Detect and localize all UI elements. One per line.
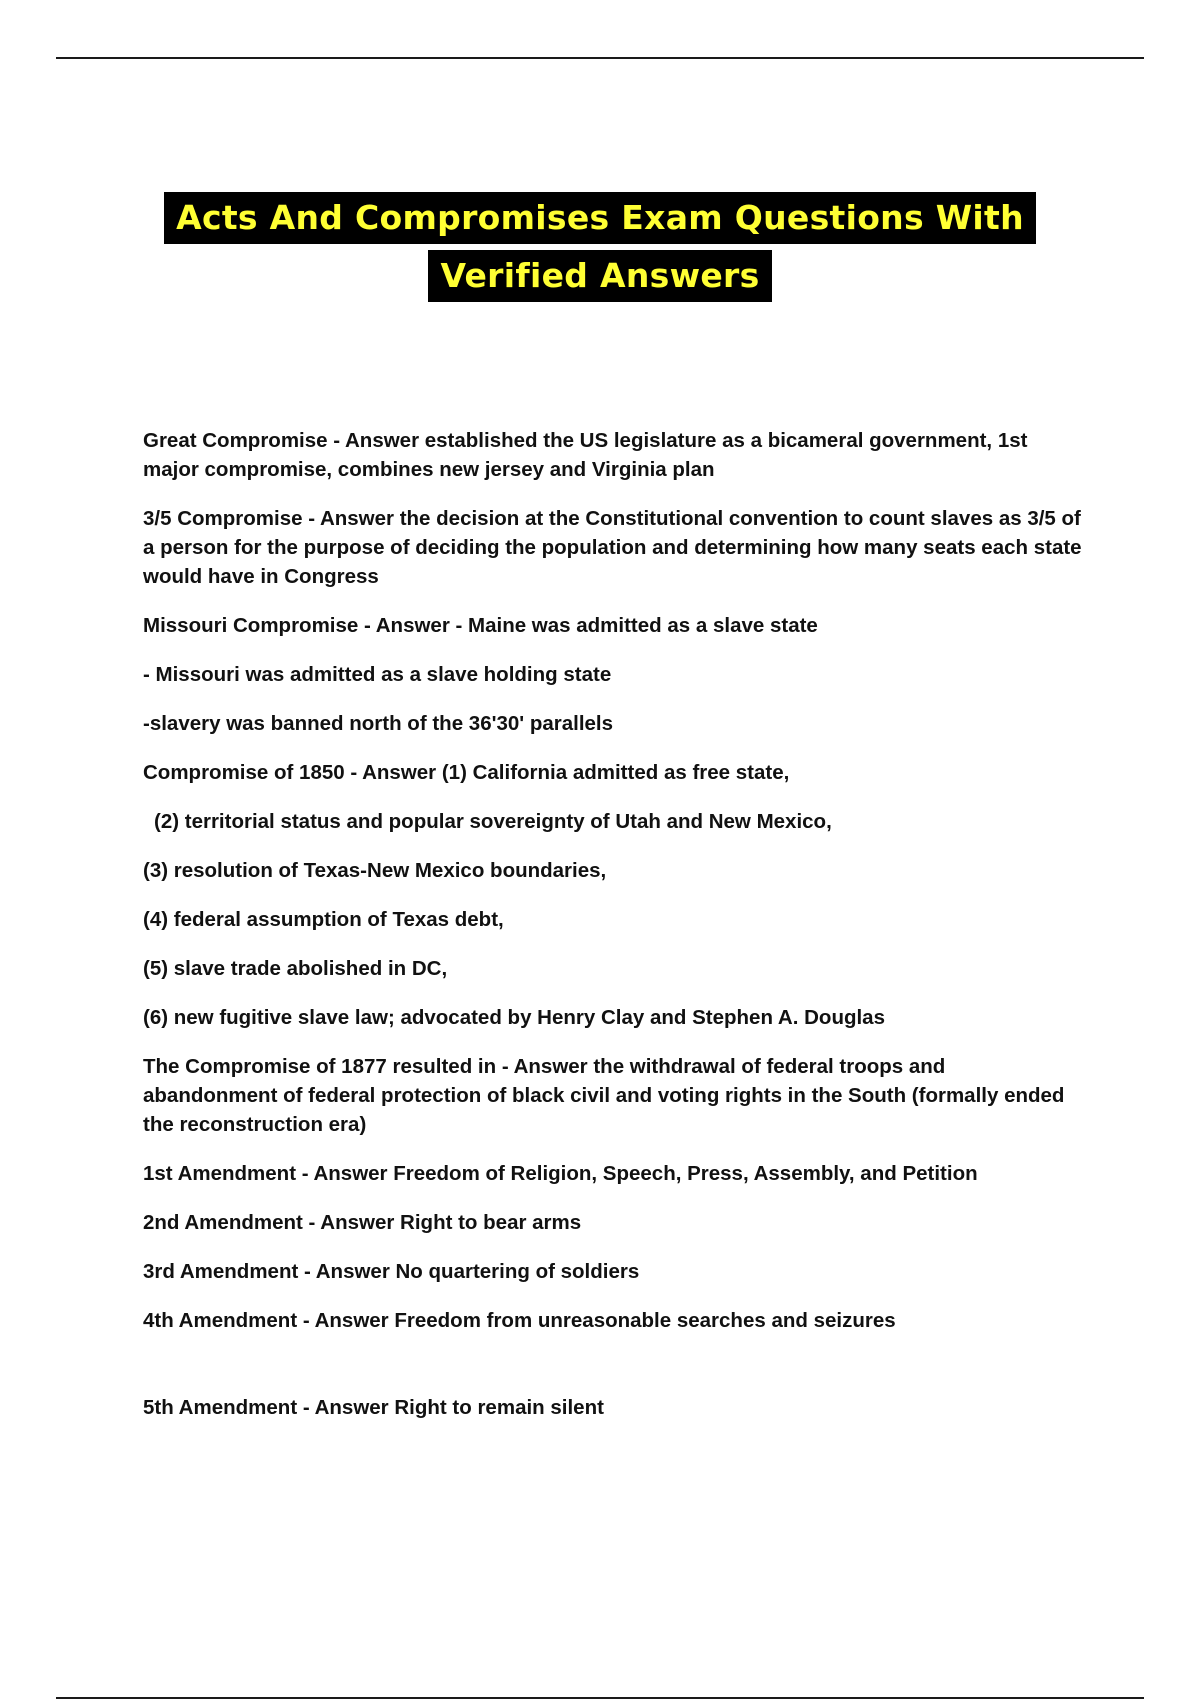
entry-missouri-compromise: Missouri Compromise - Answer - Maine was admitted as a slave state — [143, 614, 818, 637]
entry-4th-amendment: 4th Amendment - Answer Freedom from unreasonable searches and seizures — [143, 1309, 896, 1332]
entry-2nd-amendment: 2nd Amendment - Answer Right to bear arms — [143, 1211, 582, 1234]
top-rule — [56, 57, 1144, 59]
entry-1850-point-4: (4) federal assumption of Texas debt, — [143, 908, 504, 931]
entry-1850-point-2: (2) territorial status and popular sovereignty of Utah and New Mexico, — [154, 810, 832, 833]
entry-three-fifths-compromise: 3/5 Compromise - Answer the decision at the Constitutional convention to count slaves as 3/5 of a person for the purpose of deciding the population and determining how many seats each state would have in Congress — [143, 507, 1088, 588]
entry-1st-amendment: 1st Amendment - Answer Freedom of Religion, Speech, Press, Assembly, and Petition — [143, 1162, 978, 1185]
entry-1850-point-6: (6) new fugitive slave law; advocated by Henry Clay and Stephen A. Douglas — [143, 1006, 885, 1029]
entry-compromise-1850: Compromise of 1850 - Answer (1) California admitted as free state, — [143, 761, 790, 784]
entry-great-compromise: Great Compromise - Answer established the US legislature as a bicameral government, 1st major compromise, combines new jersey and Virginia plan — [143, 429, 1034, 481]
bottom-rule — [56, 1697, 1144, 1699]
page-title-line-2: Verified Answers — [428, 250, 771, 302]
entry-3rd-amendment: 3rd Amendment - Answer No quartering of soldiers — [143, 1260, 640, 1283]
entry-5th-amendment: 5th Amendment - Answer Right to remain silent — [143, 1396, 604, 1419]
entry-missouri-point-3: -slavery was banned north of the 36'30' parallels — [143, 712, 614, 735]
entry-1850-point-3: (3) resolution of Texas-New Mexico boundaries, — [143, 859, 607, 882]
entry-compromise-1877: The Compromise of 1877 resulted in - Answer the withdrawal of federal troops and abandonment of federal protection of black civil and voting rights in the South (formally ended the reconstruction era) — [143, 1055, 1071, 1136]
title-block — [0, 192, 1200, 302]
entry-1850-point-5: (5) slave trade abolished in DC, — [143, 957, 448, 980]
entry-missouri-point-2: - Missouri was admitted as a slave holding state — [143, 663, 612, 686]
document-body — [143, 426, 1088, 1442]
page-title-line-1: Acts And Compromises Exam Questions With — [164, 192, 1036, 244]
